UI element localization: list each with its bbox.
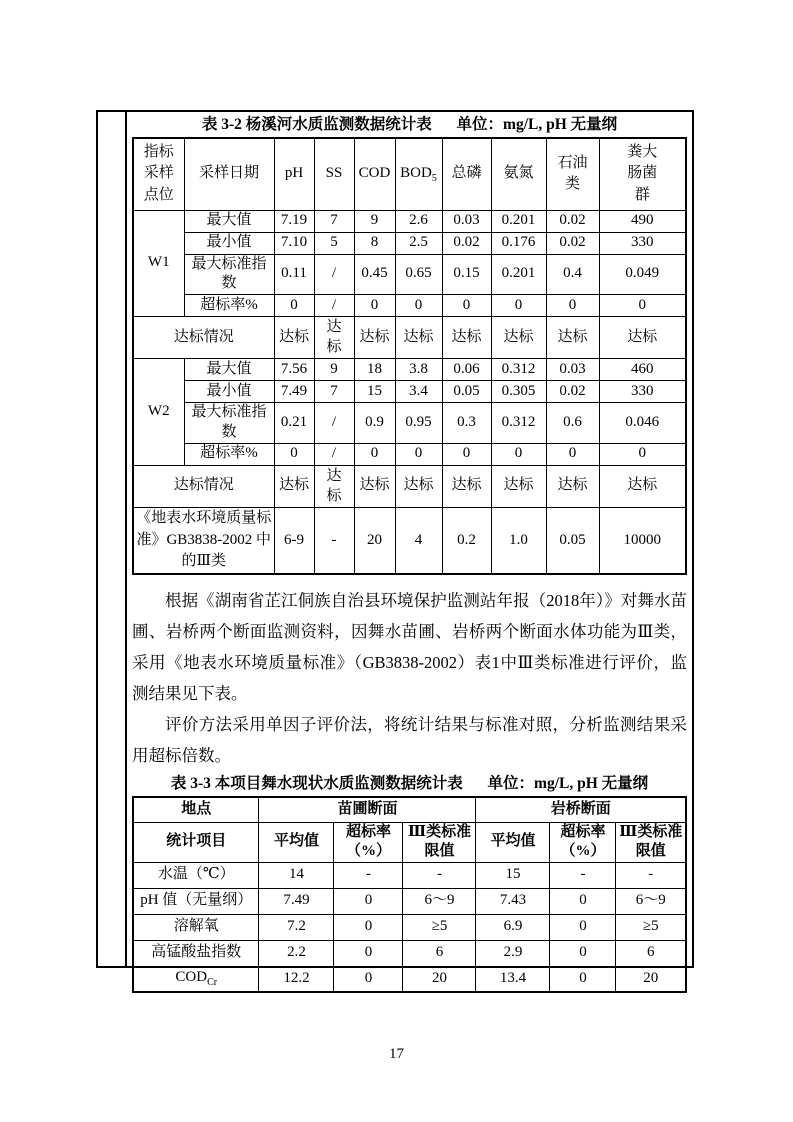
cell: 6	[616, 940, 686, 966]
table-row	[133, 443, 686, 465]
col-header-total-phosphorus: 总磷	[442, 138, 491, 210]
cell: 0.11	[274, 254, 314, 295]
compliance-row-w2	[133, 465, 686, 507]
col-header-exceed-rate-yanqiao: 超标率（%）	[550, 822, 616, 862]
table-3-3-title: 表 3-3 本项目舞水现状水质监测数据统计表	[170, 775, 463, 793]
col-header-bod5: $BOD_5$	[395, 138, 442, 210]
cell: 8	[354, 232, 395, 254]
col-header-yanqiao-section: 岩桥断面	[476, 797, 686, 822]
cell: 0.03	[442, 210, 491, 232]
header-row-stats	[133, 822, 686, 862]
cell: 达标	[314, 317, 354, 359]
cell: 0	[550, 914, 616, 940]
cell: 1.0	[491, 507, 546, 574]
cell: 达标	[274, 317, 314, 359]
cell: 0	[550, 966, 616, 992]
cell: -	[334, 862, 403, 888]
cell: 0.02	[546, 232, 599, 254]
cell: 达标	[491, 317, 546, 359]
cell: 20	[403, 966, 476, 992]
cell: 0.046	[599, 403, 686, 444]
table-row	[133, 966, 686, 992]
cell: 15	[476, 862, 550, 888]
cell: 0	[491, 443, 546, 465]
cell: 0.02	[442, 232, 491, 254]
col-header-sampling-point: 指标采样点位	[133, 138, 184, 210]
cell: 0	[546, 443, 599, 465]
col-header-class3-limit-yanqiao: Ⅲ类标准限值	[616, 822, 686, 862]
cell: /	[314, 254, 354, 295]
col-header-cod: COD	[354, 138, 395, 210]
cell: 0.312	[491, 359, 546, 381]
col-header-sampling-date: 采样日期	[184, 138, 274, 210]
cell: 2.2	[259, 940, 334, 966]
compliance-label: 达标情况	[133, 465, 274, 507]
stat-label: 最大值	[184, 359, 274, 381]
cell: 0.176	[491, 232, 546, 254]
cell: 0	[274, 295, 314, 317]
cell: -	[616, 862, 686, 888]
table-row	[133, 914, 686, 940]
stat-label: 最小值	[184, 381, 274, 403]
cell: 达标	[442, 465, 491, 507]
page-content	[127, 112, 692, 989]
cell: 3.4	[395, 381, 442, 403]
paragraph-evaluation-method: 评价方法采用单因子评价法，将统计结果与标准对照，分析监测结果采用超标倍数。	[132, 715, 687, 766]
table-row	[133, 232, 686, 254]
cell: 460	[599, 359, 686, 381]
cell: 0.02	[546, 210, 599, 232]
cell: 0	[599, 443, 686, 465]
col-header-fecal-coliform: 粪大肠菌群	[599, 138, 686, 210]
table-3-2-title: 表 3-2 杨溪河水质监测数据统计表	[201, 116, 432, 133]
cell: 0	[546, 295, 599, 317]
compliance-label: 达标情况	[133, 317, 274, 359]
col-header-average-miaopu: 平均值	[259, 822, 334, 862]
cell: 0	[334, 940, 403, 966]
cell: 13.4	[476, 966, 550, 992]
page-number: 17	[389, 1046, 404, 1062]
cell: 0.65	[395, 254, 442, 295]
cell: 0.15	[442, 254, 491, 295]
cell: 0	[442, 443, 491, 465]
cell: 0.2	[442, 507, 491, 574]
cell: 0	[354, 443, 395, 465]
cell: 0	[599, 295, 686, 317]
stat-label: 最大值	[184, 210, 274, 232]
cell: 达标	[354, 465, 395, 507]
cell: 达标	[546, 317, 599, 359]
cell: 0.6	[546, 403, 599, 444]
col-header-stat-item: 统计项目	[133, 822, 259, 862]
cell: 10000	[599, 507, 686, 574]
table-row	[133, 888, 686, 914]
cell: 达标	[314, 465, 354, 507]
cell: ≥5	[403, 914, 476, 940]
cell: ≥5	[616, 914, 686, 940]
cell: 6	[403, 940, 476, 966]
cell: 0.21	[274, 403, 314, 444]
stat-label: 最小值	[184, 232, 274, 254]
cell: 330	[599, 232, 686, 254]
standard-row	[133, 507, 686, 574]
col-header-ammonia-nitrogen: 氨氮	[491, 138, 546, 210]
table-row	[133, 359, 686, 381]
cell: /	[314, 403, 354, 444]
stat-label: 超标率%	[184, 443, 274, 465]
stat-label: 溶解氧	[133, 914, 259, 940]
cell: 0.201	[491, 254, 546, 295]
cell: 达标	[274, 465, 314, 507]
cell: 0.05	[546, 507, 599, 574]
col-header-miaopu-section: 苗圃断面	[259, 797, 476, 822]
cell: 7.49	[274, 381, 314, 403]
cell: 0.02	[546, 381, 599, 403]
cell: 0	[395, 443, 442, 465]
cell: 15	[354, 381, 395, 403]
cell: 0	[334, 914, 403, 940]
col-header-petroleum: 石油类	[546, 138, 599, 210]
table-3-3	[132, 796, 687, 993]
cell: 7.2	[259, 914, 334, 940]
standard-label: 《地表水环境质量标准》GB3838-2002 中的Ⅲ类	[133, 507, 274, 574]
col-header-ph: pH	[274, 138, 314, 210]
paragraph-monitoring-basis: 根据《湖南省芷江侗族自治县环境保护监测站年报（2018年）》对舞水苗圃、岩桥两个断面监测资料，因舞水苗圃、岩桥两个断面水体功能为Ⅲ类，采用《地表水环境质量标准》（GB3838-2002）表1中Ⅲ类标准进行评价，监测结果见下表。	[132, 591, 687, 704]
cell: 0	[550, 940, 616, 966]
stat-label: pH 值（无量纲）	[133, 888, 259, 914]
cell: 7	[314, 381, 354, 403]
header-row-location	[133, 797, 686, 822]
cell: 0.05	[442, 381, 491, 403]
stat-label: 超标率%	[184, 295, 274, 317]
cell: 0	[491, 295, 546, 317]
cell: 0	[334, 966, 403, 992]
stat-label: 高锰酸盐指数	[133, 940, 259, 966]
col-header-exceed-rate-miaopu: 超标率（%）	[334, 822, 403, 862]
cell: 0.049	[599, 254, 686, 295]
compliance-row-w1	[133, 317, 686, 359]
table-row	[133, 862, 686, 888]
cell: 0	[442, 295, 491, 317]
table-3-3-caption	[127, 771, 692, 796]
cell: 达标	[354, 317, 395, 359]
site-label-w1: W1	[133, 210, 184, 317]
col-header-class3-limit-miaopu: Ⅲ类标准限值	[403, 822, 476, 862]
cell: 达标	[599, 465, 686, 507]
cell: 9	[314, 359, 354, 381]
col-header-ss: SS	[314, 138, 354, 210]
cell: 0	[334, 888, 403, 914]
table-row	[133, 940, 686, 966]
cell: 6～9	[616, 888, 686, 914]
table-row	[133, 403, 686, 444]
cell: 0.312	[491, 403, 546, 444]
cell: 6～9	[403, 888, 476, 914]
stat-label: 最大标准指数	[184, 254, 274, 295]
cell: 0.95	[395, 403, 442, 444]
cell: 2.6	[395, 210, 442, 232]
cell: 0.305	[491, 381, 546, 403]
cell: 0	[354, 295, 395, 317]
cell: 7.49	[259, 888, 334, 914]
cell: 490	[599, 210, 686, 232]
cell: 0.45	[354, 254, 395, 295]
cell: 18	[354, 359, 395, 381]
cell: 20	[616, 966, 686, 992]
cell: -	[314, 507, 354, 574]
table-3-2	[132, 137, 687, 575]
cell: 0	[550, 888, 616, 914]
table-3-2-caption	[127, 112, 692, 137]
cell: 0.4	[546, 254, 599, 295]
table-row	[133, 210, 686, 232]
col-header-average-yanqiao: 平均值	[476, 822, 550, 862]
stat-label-codcr: $COD_{Cr}$	[133, 966, 259, 992]
cell: 14	[259, 862, 334, 888]
cell: 达标	[546, 465, 599, 507]
cell: 达标	[442, 317, 491, 359]
cell: 达标	[599, 317, 686, 359]
cell: 4	[395, 507, 442, 574]
cell: 达标	[491, 465, 546, 507]
header-row	[133, 138, 686, 210]
cell: /	[314, 443, 354, 465]
col-header-location: 地点	[133, 797, 259, 822]
cell: 7	[314, 210, 354, 232]
cell: 0	[395, 295, 442, 317]
cell: 0.06	[442, 359, 491, 381]
cell: -	[550, 862, 616, 888]
site-label-w2: W2	[133, 359, 184, 466]
cell: 7.43	[476, 888, 550, 914]
cell: 7.56	[274, 359, 314, 381]
cell: 7.19	[274, 210, 314, 232]
cell: 6-9	[274, 507, 314, 574]
table-3-3-unit: 单位：mg/L, pH 无量纲	[487, 775, 649, 793]
cell: 12.2	[259, 966, 334, 992]
table-3-2-unit: 单位：mg/L, pH 无量纲	[456, 116, 618, 133]
cell: 330	[599, 381, 686, 403]
cell: 9	[354, 210, 395, 232]
cell: 5	[314, 232, 354, 254]
cell: 0.201	[491, 210, 546, 232]
cell: 达标	[395, 465, 442, 507]
cell: 7.10	[274, 232, 314, 254]
table-row	[133, 295, 686, 317]
stat-label: 水温（℃）	[133, 862, 259, 888]
cell: 3.8	[395, 359, 442, 381]
stat-label: 最大标准指数	[184, 403, 274, 444]
cell: 0.03	[546, 359, 599, 381]
cell: -	[403, 862, 476, 888]
cell: /	[314, 295, 354, 317]
table-row	[133, 381, 686, 403]
cell: 2.9	[476, 940, 550, 966]
cell: 2.5	[395, 232, 442, 254]
cell: 6.9	[476, 914, 550, 940]
page-frame	[96, 110, 694, 989]
cell: 0.3	[442, 403, 491, 444]
cell: 0	[274, 443, 314, 465]
cell: 0.9	[354, 403, 395, 444]
cell: 20	[354, 507, 395, 574]
cell: 达标	[395, 317, 442, 359]
table-row	[133, 254, 686, 295]
